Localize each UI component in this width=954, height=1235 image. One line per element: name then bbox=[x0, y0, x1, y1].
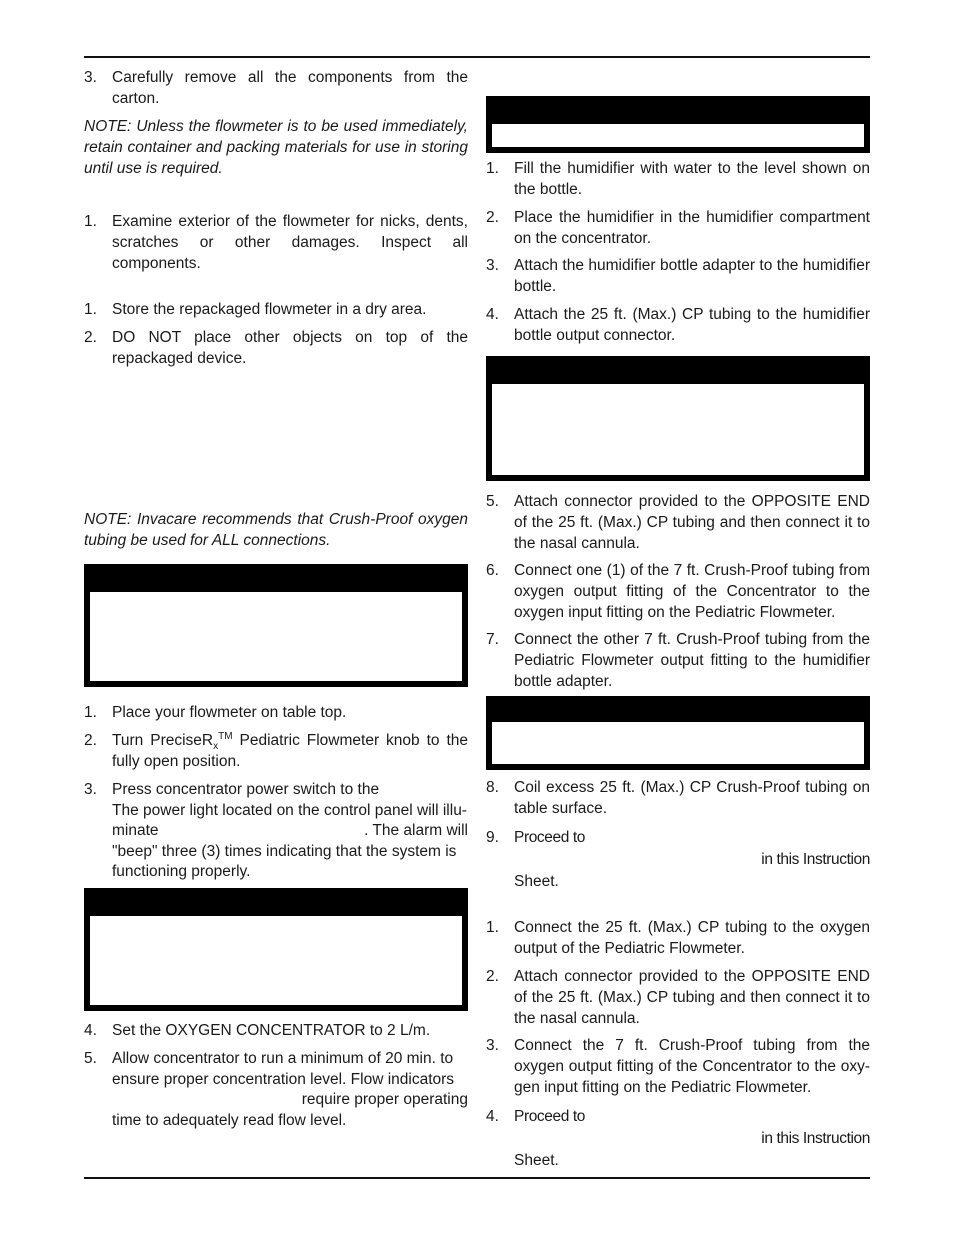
caution-box bbox=[84, 888, 468, 1011]
list-item-run-concentrator: 5. Allow concentrator to run a minimum of 20 min. to ensure proper concentration level. Flow indicators require proper operating time to adequately read flow level. bbox=[84, 1050, 468, 1129]
list-item-connect-7ft-tubing: 3. Connect the 7 ft. Crush-Proof tubing from the oxygen output fitting of the Concentrator to the oxy-gen input fitting on the Pediatric Flowmeter. bbox=[486, 1037, 870, 1096]
note-box-right bbox=[486, 696, 870, 770]
note-box-right-body bbox=[492, 722, 864, 764]
note-packing: NOTE: Unless the flowmeter is to be used immediately, retain container and packing materials for use in storing until use is required. bbox=[84, 118, 468, 177]
list-item-attach-adapter: 3. Attach the humidifier bottle adapter to the humidifier bottle. bbox=[486, 257, 870, 295]
list-item-no-objects: 2. DO NOT place other objects on top of the repackaged device. bbox=[84, 329, 468, 367]
list-item-power-switch: 3. Press concentrator power switch to the The power light located on the control panel will illu- minate . The alarm will "beep" three (3) times indicating that the system is functioning properly. bbox=[84, 781, 468, 880]
list-item-examine: 1. Examine exterior of the flowmeter for nicks, dents, scratches or other damages. Inspect all components. bbox=[84, 213, 468, 272]
list-item-fill-humidifier: 1. Fill the humidifier with water to the level shown on the bottle. bbox=[486, 160, 870, 198]
list-item-attach-cp-tubing: 4. Attach the 25 ft. (Max.) CP tubing to the humidifier bottle output connector. bbox=[486, 306, 870, 344]
left-column bbox=[84, 0, 468, 1235]
list-item-place-humidifier: 2. Place the humidifier in the humidifier compartment on the concentrator. bbox=[486, 209, 870, 247]
list-item-proceed-4: 4. Proceed to in this Instruction Sheet. bbox=[486, 1108, 870, 1169]
warning-box-body bbox=[90, 592, 462, 681]
list-item-coil-tubing: 8. Coil excess 25 ft. (Max.) CP Crush-Proof tubing on table surface. bbox=[486, 779, 870, 817]
warning-box-right bbox=[486, 356, 870, 481]
caution-box-body bbox=[90, 916, 462, 1005]
warning-box-right-body bbox=[492, 384, 864, 475]
right-column bbox=[486, 0, 870, 1235]
warning-box bbox=[84, 564, 468, 687]
list-item-attach-connector-2: 2. Attach connector provided to the OPPOSITE END of the 25 ft. (Max.) CP tubing and then connect it to the nasal cannula. bbox=[486, 968, 870, 1027]
list-item-store: 1. Store the repackaged flowmeter in a dry area. bbox=[84, 301, 427, 318]
list-item-turn-knob: 2. Turn PreciseR$_x$™ Pediatric Flowmeter knob to the fully open position. bbox=[84, 730, 468, 770]
note-crush-proof: NOTE: Invacare recommends that Crush-Proof oxygen tubing be used for ALL connections. bbox=[84, 511, 468, 549]
header-box-humidifier-body bbox=[492, 124, 864, 147]
list-item-connect-one-tubing: 6. Connect one (1) of the 7 ft. Crush-Proof tubing from oxygen output fitting of the Concentrator to the oxygen input fitting on the Pediatric Flowmeter. bbox=[486, 562, 870, 621]
bottom-rule bbox=[84, 1177, 870, 1179]
list-item-table-top: 1. Place your flowmeter on table top. bbox=[84, 704, 347, 721]
list-item-proceed-9: 9. Proceed to in this Instruction Sheet. bbox=[486, 829, 870, 890]
list-item-set-concentrator: 4. Set the OXYGEN CONCENTRATOR to 2 L/m. bbox=[84, 1022, 431, 1039]
header-box-humidifier bbox=[486, 96, 870, 153]
list-item-connect-other-tubing: 7. Connect the other 7 ft. Crush-Proof tubing from the Pediatric Flowmeter output fitting to the humidifier bottle adapter. bbox=[486, 631, 870, 690]
list-item-connect-cp-output: 1. Connect the 25 ft. (Max.) CP tubing to the oxygen output of the Pediatric Flowmeter. bbox=[486, 919, 870, 957]
list-item-remove-components: 3. Carefully remove all the components from the carton. bbox=[84, 69, 468, 107]
list-item-attach-connector: 5. Attach connector provided to the OPPOSITE END of the 25 ft. (Max.) CP tubing and then connect it to the nasal cannula. bbox=[486, 493, 870, 552]
